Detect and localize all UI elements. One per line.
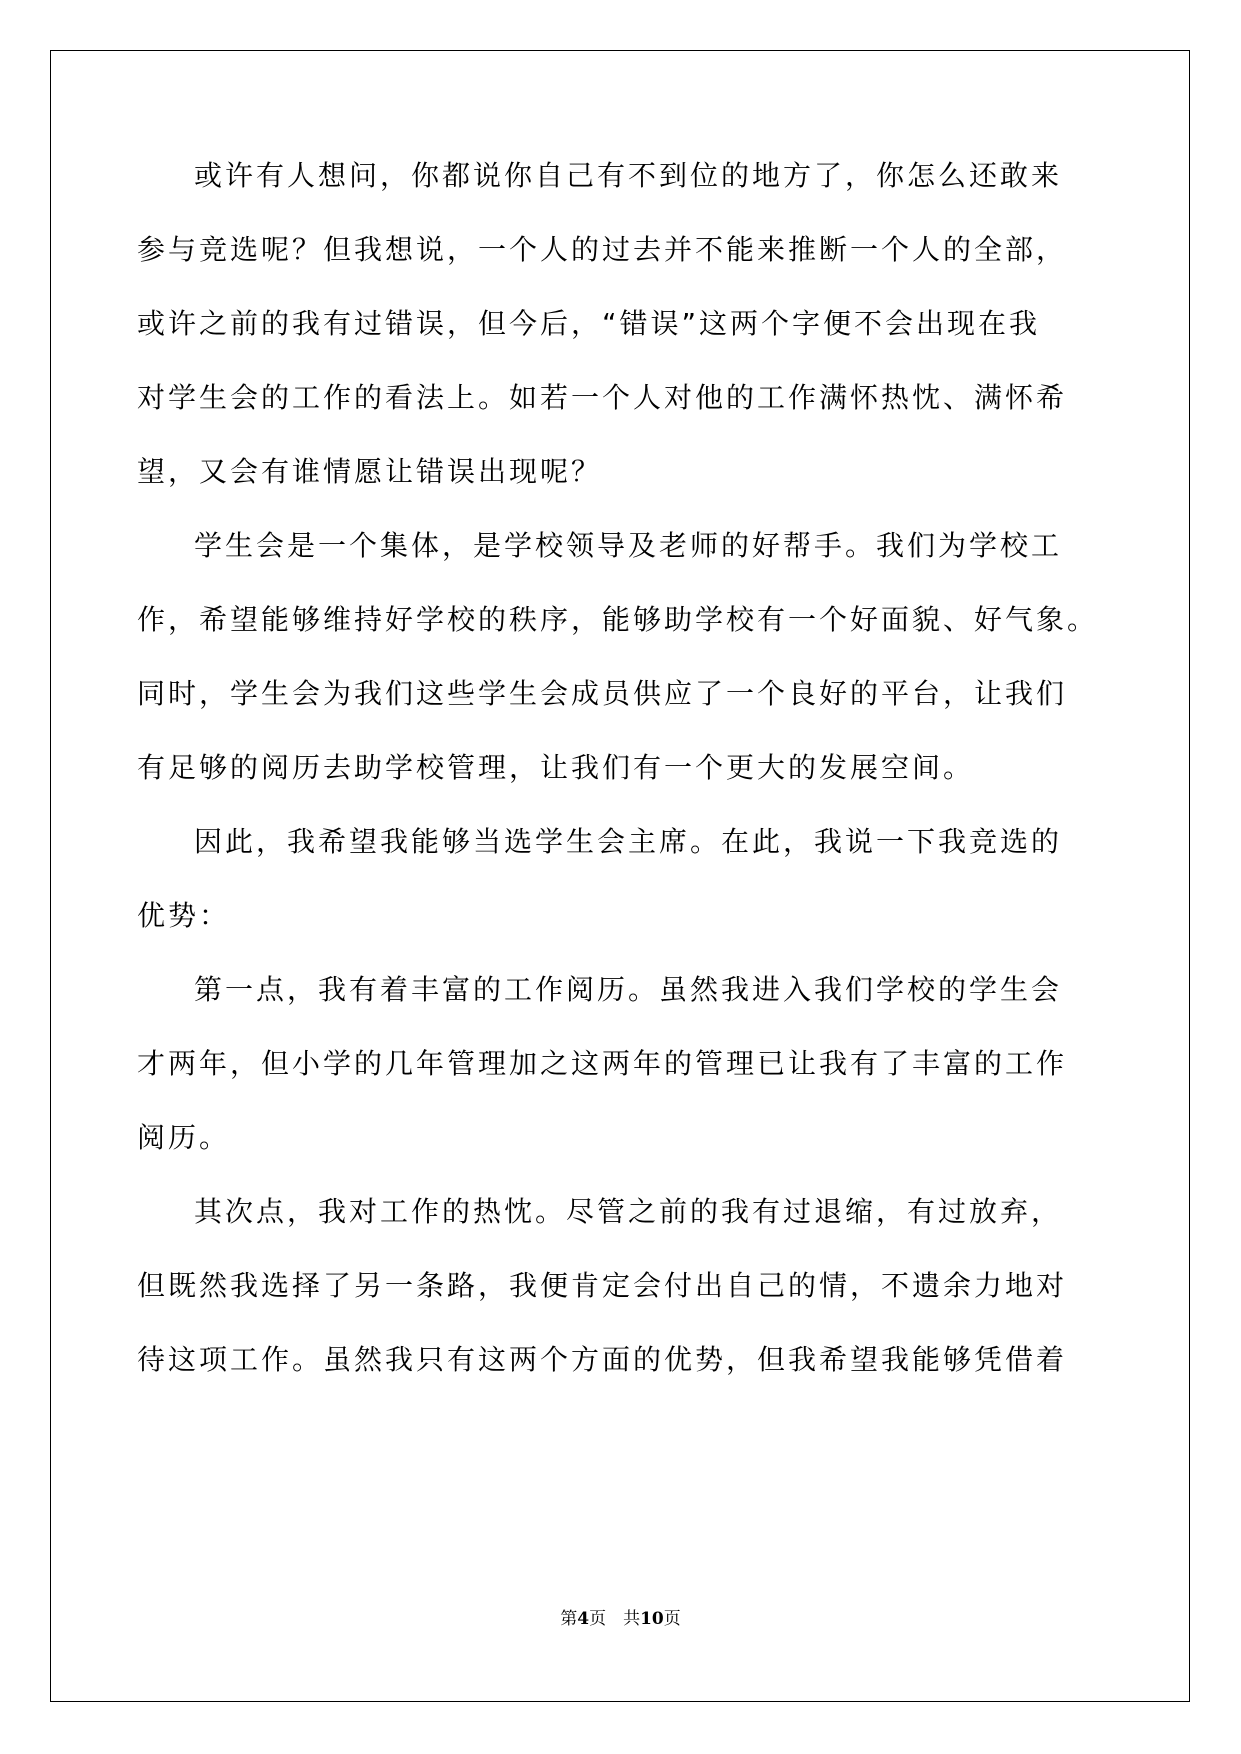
text-line: 因此，我希望我能够当选学生会主席。在此，我说一下我竞选的 [194,825,1063,858]
page-footer [0,1604,1241,1629]
total-page-number: 10 [640,1609,664,1629]
text-line: 对学生会的工作的看法上。如若一个人对他的工作满怀热忱、满怀希 [137,381,1068,414]
text-line: 优势： [137,899,231,932]
text-line: 但既然我选择了另一条路，我便肯定会付出自己的情，不遗余力地对 [137,1269,1068,1302]
text-line: 作，希望能够维持好学校的秩序，能够助学校有一个好面貌、好气象。 [137,603,1099,636]
text-line: 待这项工作。虽然我只有这两个方面的优势，但我希望我能够凭借着 [137,1343,1068,1376]
text-line: 或许之前的我有过错误，但今后，“错误”这两个字便不会出现在我 [137,307,1041,340]
text-line: 有足够的阅历去助学校管理，让我们有一个更大的发展空间。 [137,751,975,784]
footer-suffix: 页 [663,1609,681,1629]
footer-prefix: 第 [560,1609,578,1629]
current-page-number: 4 [577,1609,590,1629]
text-line: 参与竞选呢？但我想说，一个人的过去并不能来推断一个人的全部， [137,233,1068,266]
text-line: 望，又会有谁情愿让错误出现呢？ [137,455,603,488]
page-border [50,50,1190,1702]
text-line: 其次点，我对工作的热忱。尽管之前的我有过退缩，有过放弃， [194,1195,1063,1228]
text-line: 或许有人想问，你都说你自己有不到位的地方了，你怎么还敢来 [194,159,1063,192]
text-line: 同时，学生会为我们这些学生会成员供应了一个良好的平台，让我们 [137,677,1068,710]
text-line: 才两年，但小学的几年管理加之这两年的管理已让我有了丰富的工作 [137,1047,1068,1080]
text-line: 阅历。 [137,1121,231,1154]
footer-mid: 页 共 [589,1609,641,1629]
text-line: 学生会是一个集体，是学校领导及老师的好帮手。我们为学校工 [194,529,1063,562]
text-line: 第一点，我有着丰富的工作阅历。虽然我进入我们学校的学生会 [194,973,1063,1006]
